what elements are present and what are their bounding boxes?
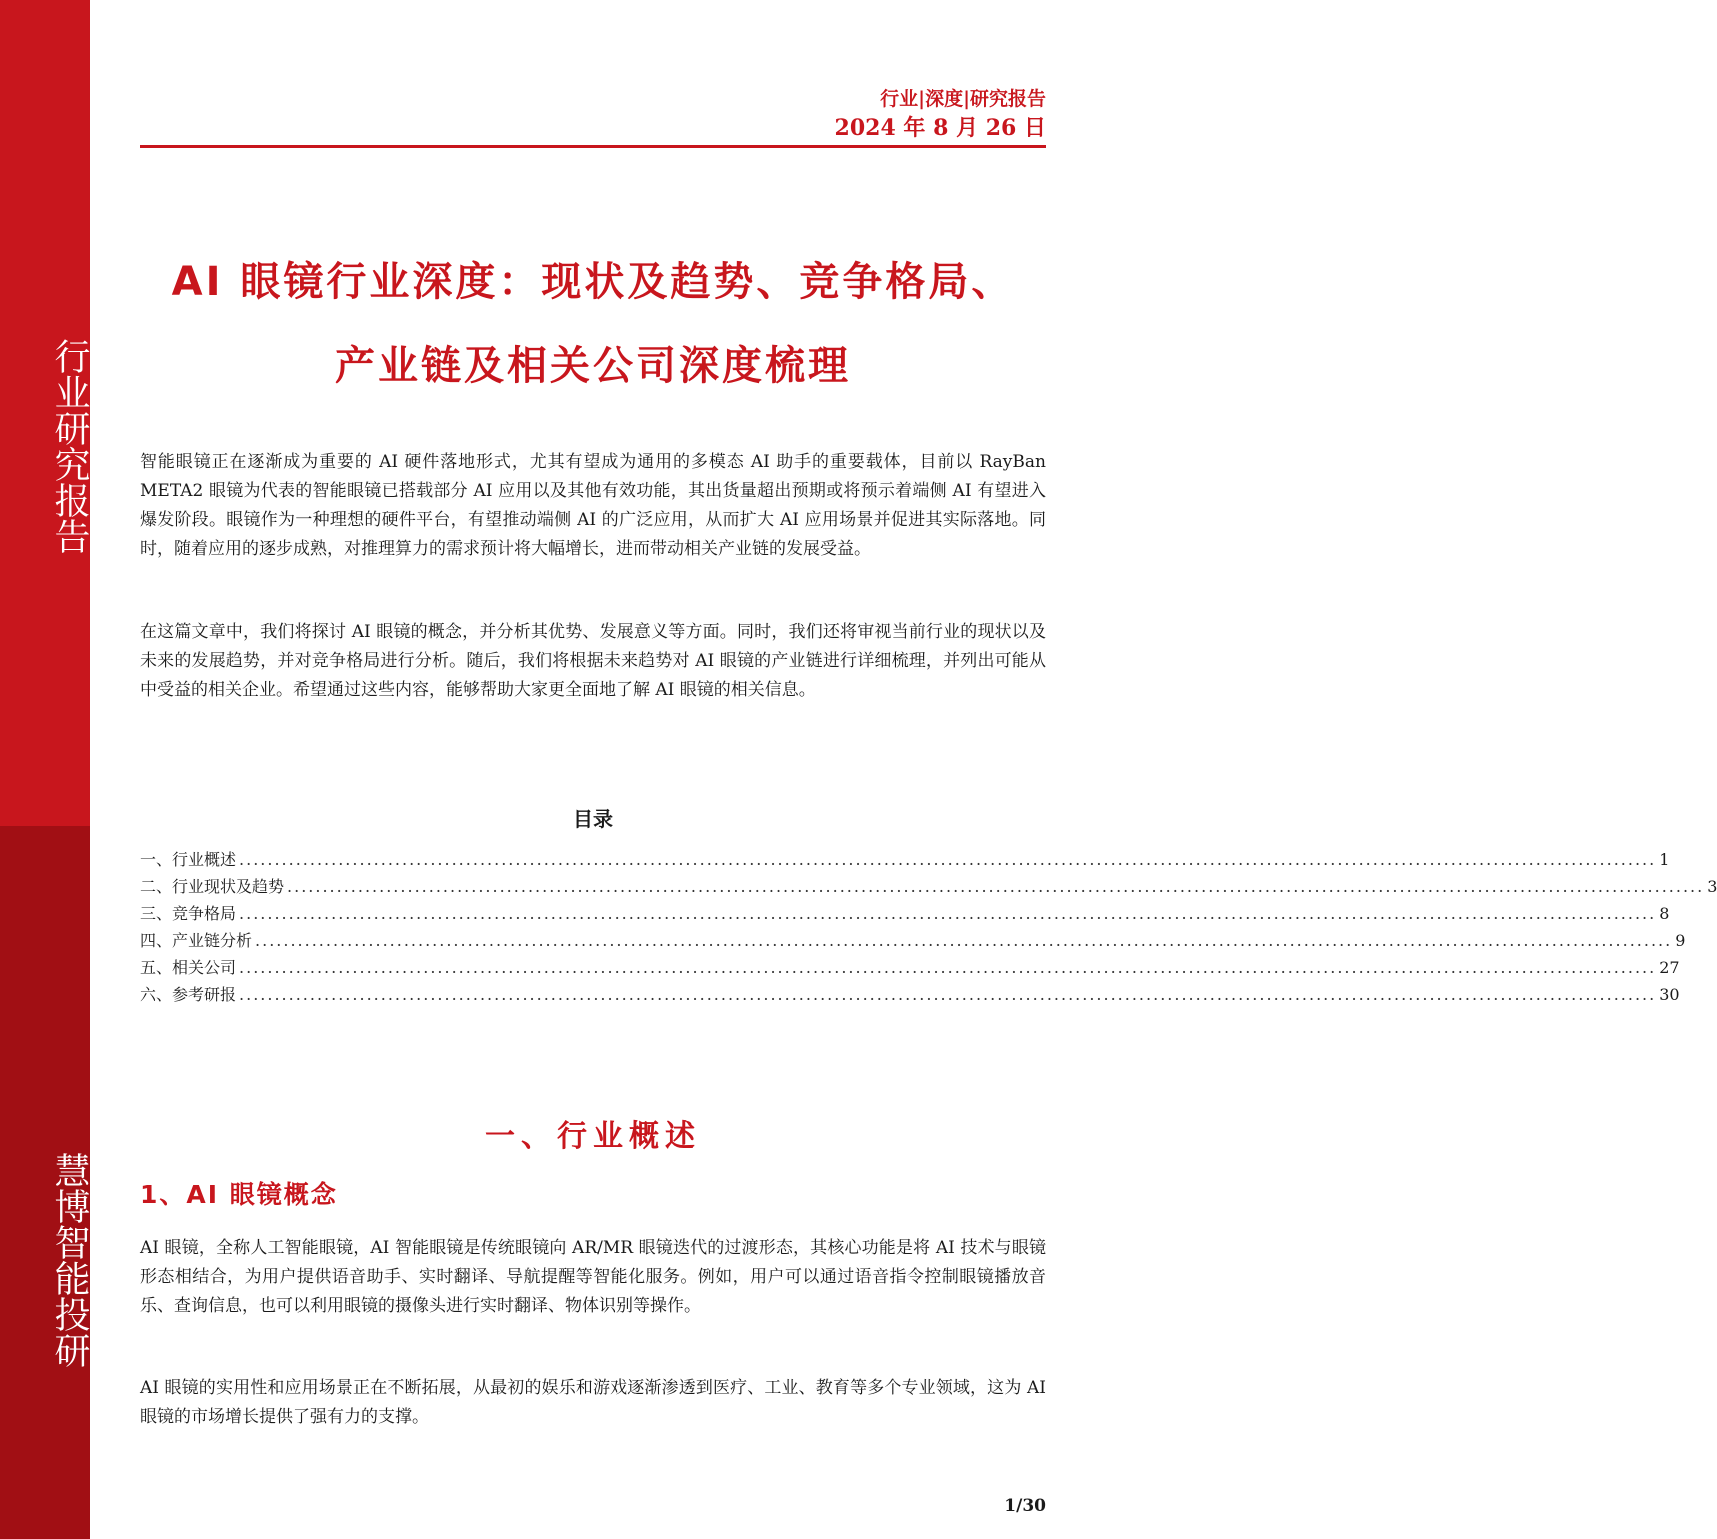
toc-leader-dots: ........................................................................................................................................................................................................ bbox=[239, 850, 1657, 869]
report-title-line-1: AI 眼镜行业深度：现状及趋势、竞争格局、 bbox=[171, 259, 1015, 305]
toc-entry[interactable] bbox=[140, 873, 1717, 900]
sidebar-top-band bbox=[0, 0, 90, 826]
report-title-line-2: 产业链及相关公司深度梳理 bbox=[335, 343, 851, 389]
toc-entry-label: 五、相关公司 bbox=[140, 958, 237, 977]
toc-entry-label: 四、产业链分析 bbox=[140, 931, 253, 950]
toc-entry-label: 一、行业概述 bbox=[140, 850, 237, 869]
sidebar-brand-label: 慧博智能投研 bbox=[49, 1152, 90, 1368]
toc-entry[interactable] bbox=[140, 900, 1670, 927]
report-title bbox=[120, 240, 1066, 408]
toc-entry[interactable] bbox=[140, 846, 1670, 873]
toc-leader-dots: ........................................................................................................................................................................................................ bbox=[239, 958, 1657, 977]
toc-entry-page: 1 bbox=[1659, 850, 1670, 869]
page-number: 1/30 bbox=[1004, 1496, 1046, 1516]
section-paragraph-2: AI 眼镜的实用性和应用场景正在不断拓展，从最初的娱乐和游戏逐渐渗透到医疗、工业、教育等多个专业领域，这为 AI 眼镜的市场增长提供了强有力的支撑。 bbox=[140, 1378, 1046, 1427]
intro-paragraph-2: 在这篇文章中，我们将探讨 AI 眼镜的概念，并分析其优势、发展意义等方面。同时，我们还将审视当前行业的现状以及未来的发展趋势，并对竞争格局进行分析。随后，我们将根据未来趋势对 AI 眼镜的产业链进行详细梳理，并列出可能从中受益的相关企业。希望通过这些内容，能够帮助大家更全面地了解 AI 眼镜的相关信息。 bbox=[140, 622, 1046, 700]
toc-entry-page: 9 bbox=[1675, 931, 1686, 950]
table-of-contents bbox=[140, 846, 1717, 1008]
toc-leader-dots: ........................................................................................................................................................................................................ bbox=[239, 985, 1657, 1004]
toc-leader-dots: ........................................................................................................................................................................................................ bbox=[255, 931, 1673, 950]
toc-entry-label: 二、行业现状及趋势 bbox=[140, 877, 285, 896]
sidebar-report-type-label: 行业研究报告 bbox=[49, 338, 90, 554]
section-paragraph-1: AI 眼镜，全称人工智能眼镜，AI 智能眼镜是传统眼镜向 AR/MR 眼镜迭代的过渡形态，其核心功能是将 AI 技术与眼镜形态相结合，为用户提供语音助手、实时翻译、导航提醒等智能化服务。例如，用户可以通过语音指令控制眼镜播放音乐、查询信息，也可以利用眼镜的摄像头进行实时翻译、物体识别等操作。 bbox=[140, 1238, 1046, 1316]
header-divider bbox=[140, 145, 1046, 148]
toc-entry[interactable] bbox=[140, 981, 1680, 1008]
toc-entry-label: 三、竞争格局 bbox=[140, 904, 237, 923]
toc-heading: 目录 bbox=[573, 807, 613, 831]
toc-leader-dots: ........................................................................................................................................................................................................ bbox=[287, 877, 1705, 896]
report-date: 2024 年 8 月 26 日 bbox=[834, 115, 1046, 141]
report-header bbox=[140, 86, 1046, 144]
toc-entry-page: 3 bbox=[1707, 877, 1717, 896]
toc-entry-page: 30 bbox=[1659, 985, 1680, 1004]
subsection-heading: 1、AI 眼镜概念 bbox=[140, 1180, 338, 1209]
toc-entry-label: 六、参考研报 bbox=[140, 985, 237, 1004]
toc-entry-page: 27 bbox=[1659, 958, 1680, 977]
sidebar-bottom-band bbox=[0, 826, 90, 1539]
toc-leader-dots: ........................................................................................................................................................................................................ bbox=[239, 904, 1657, 923]
toc-entry[interactable] bbox=[140, 927, 1686, 954]
toc-entry-page: 8 bbox=[1659, 904, 1670, 923]
toc-entry[interactable] bbox=[140, 954, 1680, 981]
intro-paragraph-1: 智能眼镜正在逐渐成为重要的 AI 硬件落地形式，尤其有望成为通用的多模态 AI 助手的重要载体，目前以 RayBan META2 眼镜为代表的智能眼镜已搭载部分 AI 应用以及其他有效功能，其出货量超出预期或将预示着端侧 AI 有望进入爆发阶段。眼镜作为一种理想的硬件平台，有望推动端侧 AI 的广泛应用，从而扩大 AI 应用场景并促进其实际落地。同时，随着应用的逐步成熟，对推理算力的需求预计将大幅增长，进而带动相关产业链的发展受益。 bbox=[140, 452, 1046, 559]
section-heading: 一、行业概述 bbox=[485, 1119, 701, 1154]
report-category: 行业|深度|研究报告 bbox=[880, 88, 1046, 110]
